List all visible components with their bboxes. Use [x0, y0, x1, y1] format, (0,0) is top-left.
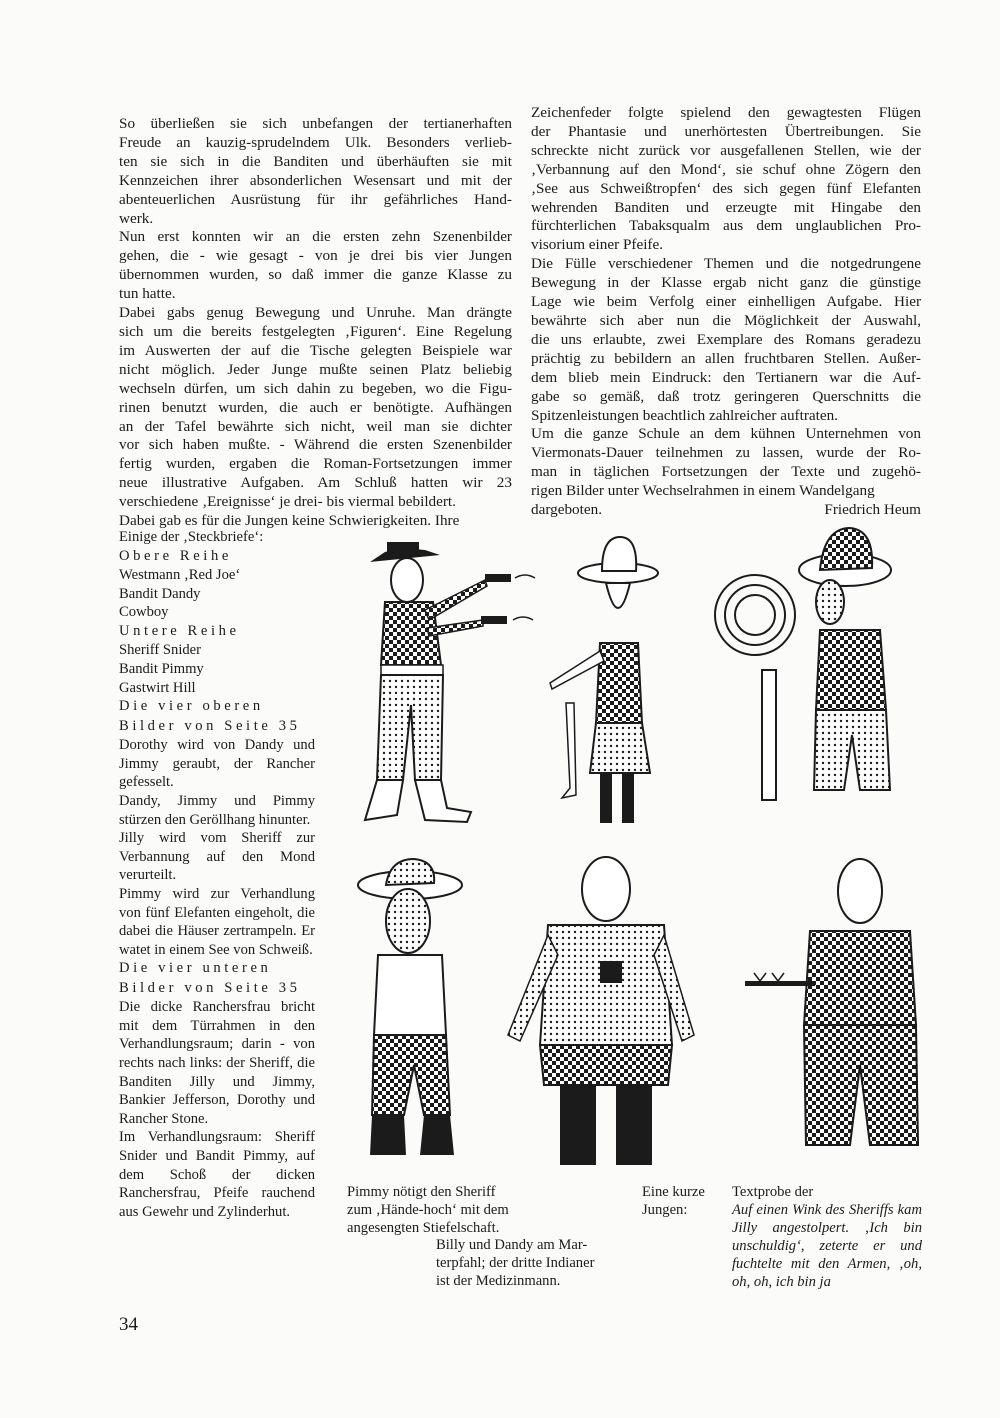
caption-heading-top-row: Obere Reihe [119, 547, 232, 564]
body-text-line: Die Fülle verschiedener Themen und die notgedrungene [531, 255, 921, 273]
caption-top-item: Cowboy [119, 604, 169, 621]
body-text-line: rigen Bilder unter Wechselrahmen in einem Wandelgang [531, 482, 875, 500]
body-text-line: im Auswerten der auf die Tische gelegten Beispiele war [119, 341, 512, 359]
body-text-line: wehrenden Banditen und erzeugte mit Hingabe den [531, 198, 921, 216]
caption-textprobe-quote [732, 1183, 922, 1291]
body-text-line: ‚See aus Schweißtropfen‘ des sich gegen fünf Elefanten [531, 179, 921, 197]
caption-line: Billy und Dandy am Mar- [436, 1237, 588, 1253]
body-text-line: dargeboten. [531, 501, 602, 519]
caption-heading-lower-pictures-2: Bilder von Seite 35 [119, 979, 301, 996]
body-text-line: fürchterlichen Tabaksqualm aus dem unglaublichen Pro- [531, 217, 921, 235]
body-text-line: Kennzeichen ihrer absonderlichen Wesensart und mit der [119, 171, 512, 189]
author-name: Friedrich Heum [824, 501, 921, 519]
caption-upper-item: Dandy, Jimmy und Pimmy stürzen den Geröllhang hinunter. [119, 792, 315, 828]
body-column-right [531, 104, 921, 520]
caption-column [119, 528, 315, 1221]
body-text-line: man in täglichen Fortsetzungen der Texte und zugehö- [531, 463, 921, 481]
body-text-line: vor sich haben mußte. - Während die ersten Szenenbilder [119, 436, 512, 454]
body-text-line: schreckte nicht zurück vor ausgefallenen Stellen, wie der [531, 141, 921, 159]
caption-heading-lower-pictures: Die vier unteren [119, 960, 272, 977]
caption-textprobe-tail: Textprobe der [732, 1184, 814, 1200]
caption-bottom-item: Bandit Pimmy [119, 660, 204, 677]
body-text-line: sich um die bereits festgelegten ‚Figuren‘. Eine Regelung [119, 322, 512, 340]
body-text-line: Lage wie beim Verfolg einer einhelligen Aufgabe. Hier [531, 293, 921, 311]
illustration-bandit-pimmy [488, 845, 718, 1175]
body-text-line: fertig wurden, ergaben die Roman-Fortsetzungen immer [119, 455, 512, 473]
caption-line: angesengten Stiefelschaft. [347, 1220, 500, 1236]
caption-top-item: Westmann ‚Red Joe‘ [119, 567, 241, 584]
illustration-bandit-dandy [530, 533, 710, 843]
body-text-line: ‚Verbannung auf den Mond‘, sie schuf ohne Zögern den [531, 160, 921, 178]
caption-upper-item: Dorothy wird von Dandy und Jimmy geraubt, der Rancher gefesselt. [119, 737, 315, 791]
body-text-line: abenteuerlichen Ausrüstung für ihr gefährliches Hand- [119, 190, 512, 208]
body-text-line: an der Tafel bewährte sich nicht, weil man sie dichter [119, 417, 512, 435]
body-text-line: die uns erlaubte, zwei Exemplare des Romans geradezu [531, 330, 921, 348]
caption-heading-upper-pictures-2: Bilder von Seite 35 [119, 717, 301, 734]
body-text-line: gabe so gemäß, daß trotz geringeren Querschnitts die [531, 387, 921, 405]
body-text-line: neue illustrative Aufgaben. Am Schluß hatten wir 23 [119, 474, 512, 492]
body-text-line: Dabei gab es für die Jungen keine Schwierigkeiten. Ihre [119, 512, 460, 530]
caption-quote-text: Auf einen Wink des Sheriffs kam Jilly angestolpert. ‚Ich bin unschuldig‘, zeterte er und fuchtelte mit den Armen, ‚oh, oh, oh, ich bin ja [732, 1202, 922, 1290]
caption-upper-item: Pimmy wird zur Verhandlung von fünf Elefanten eingeholt, die dabei die Häuser zertrampeln. Er watet in einem See von Schweiß. [119, 885, 315, 958]
caption-lower-item: Im Verhandlungsraum: Sheriff Snider und Bandit Pimmy, auf dem Schoß der dicken Ranchersfrau, Pfeife rauchend aus Gewehr und Zylinderhut. [119, 1129, 315, 1220]
body-text-line: ten sie sich in die Banditen und überhäuften sie mit [119, 152, 512, 170]
caption-bottom-item: Gastwirt Hill [119, 679, 196, 696]
illustration-sheriff-snider [350, 855, 500, 1175]
caption-line: terpfahl; der dritte Indianer [436, 1255, 595, 1271]
body-text-line: Zeichenfeder folgte spielend den gewagtesten Flügen [531, 104, 921, 121]
body-text-line: Spitzenleistungen beachtlich zahlreicher auftraten. [531, 406, 838, 424]
caption-line: Pimmy nötigt den Sheriff [347, 1184, 496, 1200]
body-text-line: rinen benutzt wurden, die auch er benötigte. Aufhängen [119, 398, 512, 416]
caption-intro: Einige der ‚Steckbriefe‘: [119, 529, 264, 545]
body-text-line: Viermonats-Dauer teilnehmen zu lassen, wurde der Ro- [531, 444, 921, 462]
caption-line: Jungen: [642, 1202, 688, 1218]
illustration-gastwirt-hill [740, 845, 925, 1165]
body-text-line: tun hatte. [119, 285, 176, 303]
caption-top-item: Bandit Dandy [119, 585, 201, 602]
caption-lower-item: Die dicke Ranchersfrau bricht mit dem Türrahmen in den Verhandlungsraum; darin - von rechts nach links: der Sheriff, die Banditen Jilly und Jimmy, Bankier Jefferson, Dorothy und Rancher Stone. [119, 999, 315, 1127]
body-text-line: dem blieb mein Eindruck: den Tertianern war die Auf- [531, 368, 921, 386]
caption-heading-bottom-row: Untere Reihe [119, 622, 240, 639]
signature-row [531, 501, 921, 520]
caption-billy-dandy [436, 1236, 636, 1290]
body-text-line: nicht möglich. Jeder Junge mußte seinen Platz beliebig [119, 360, 512, 378]
caption-bottom-item: Sheriff Snider [119, 642, 202, 659]
body-text-line: der Phantasie und unerhörtesten Übertreibungen. Sie [531, 122, 921, 140]
caption-line: ist der Medizinmann. [436, 1273, 561, 1289]
body-text-line: übernommen wurden, so daß immer die ganze Klasse zu [119, 266, 512, 284]
page-number: 34 [119, 1314, 138, 1335]
body-text-line: prächtig zu bebildern an allen fruchtbaren Stellen. Außer- [531, 349, 921, 367]
body-text-line: gehen, die - wie gesagt - von je drei bis vier Jungen [119, 247, 512, 265]
body-text-line: verschiedene ‚Ereignisse‘ je drei- bis viermal bebildert. [119, 493, 456, 511]
body-text-line: bewährte sich aber nun die Möglichkeit der Auswahl, [531, 311, 921, 329]
body-text-line: So überließen sie sich unbefangen der tertianerhaften [119, 115, 512, 132]
body-text-line: Bewegung in der Klasse ergab nicht ganz die günstige [531, 274, 921, 292]
body-text-line: Dabei gabs genug Bewegung und Unruhe. Man drängte [119, 304, 512, 322]
caption-textprobe-label [642, 1183, 732, 1219]
body-text-line: Nun erst konnten wir an die ersten zehn Szenenbilder [119, 228, 512, 246]
body-text-line: visorium einer Pfeife. [531, 236, 664, 254]
caption-pimmy-sheriff [347, 1183, 547, 1237]
caption-heading-upper-pictures: Die vier oberen [119, 698, 264, 715]
caption-upper-item: Jilly wird vom Sheriff zur Verbannung auf den Mond verurteilt. [119, 830, 315, 884]
caption-line: zum ‚Hände-hoch‘ mit dem [347, 1202, 509, 1218]
body-text-line: Freude an kauzig-sprudelndem Ulk. Besonders verlieb- [119, 133, 512, 151]
illustration-westmann-red-joe [345, 540, 545, 840]
body-text-line: Um die ganze Schule an dem kühnen Unternehmen von [531, 425, 921, 443]
body-text-line: werk. [119, 209, 154, 227]
illustration-cowboy [700, 520, 925, 820]
body-text-line: wechseln dürfen, um sich dahin zu begeben, wo die Figu- [119, 379, 512, 397]
body-column-left [119, 115, 512, 531]
caption-line: Eine kurze [642, 1184, 705, 1200]
